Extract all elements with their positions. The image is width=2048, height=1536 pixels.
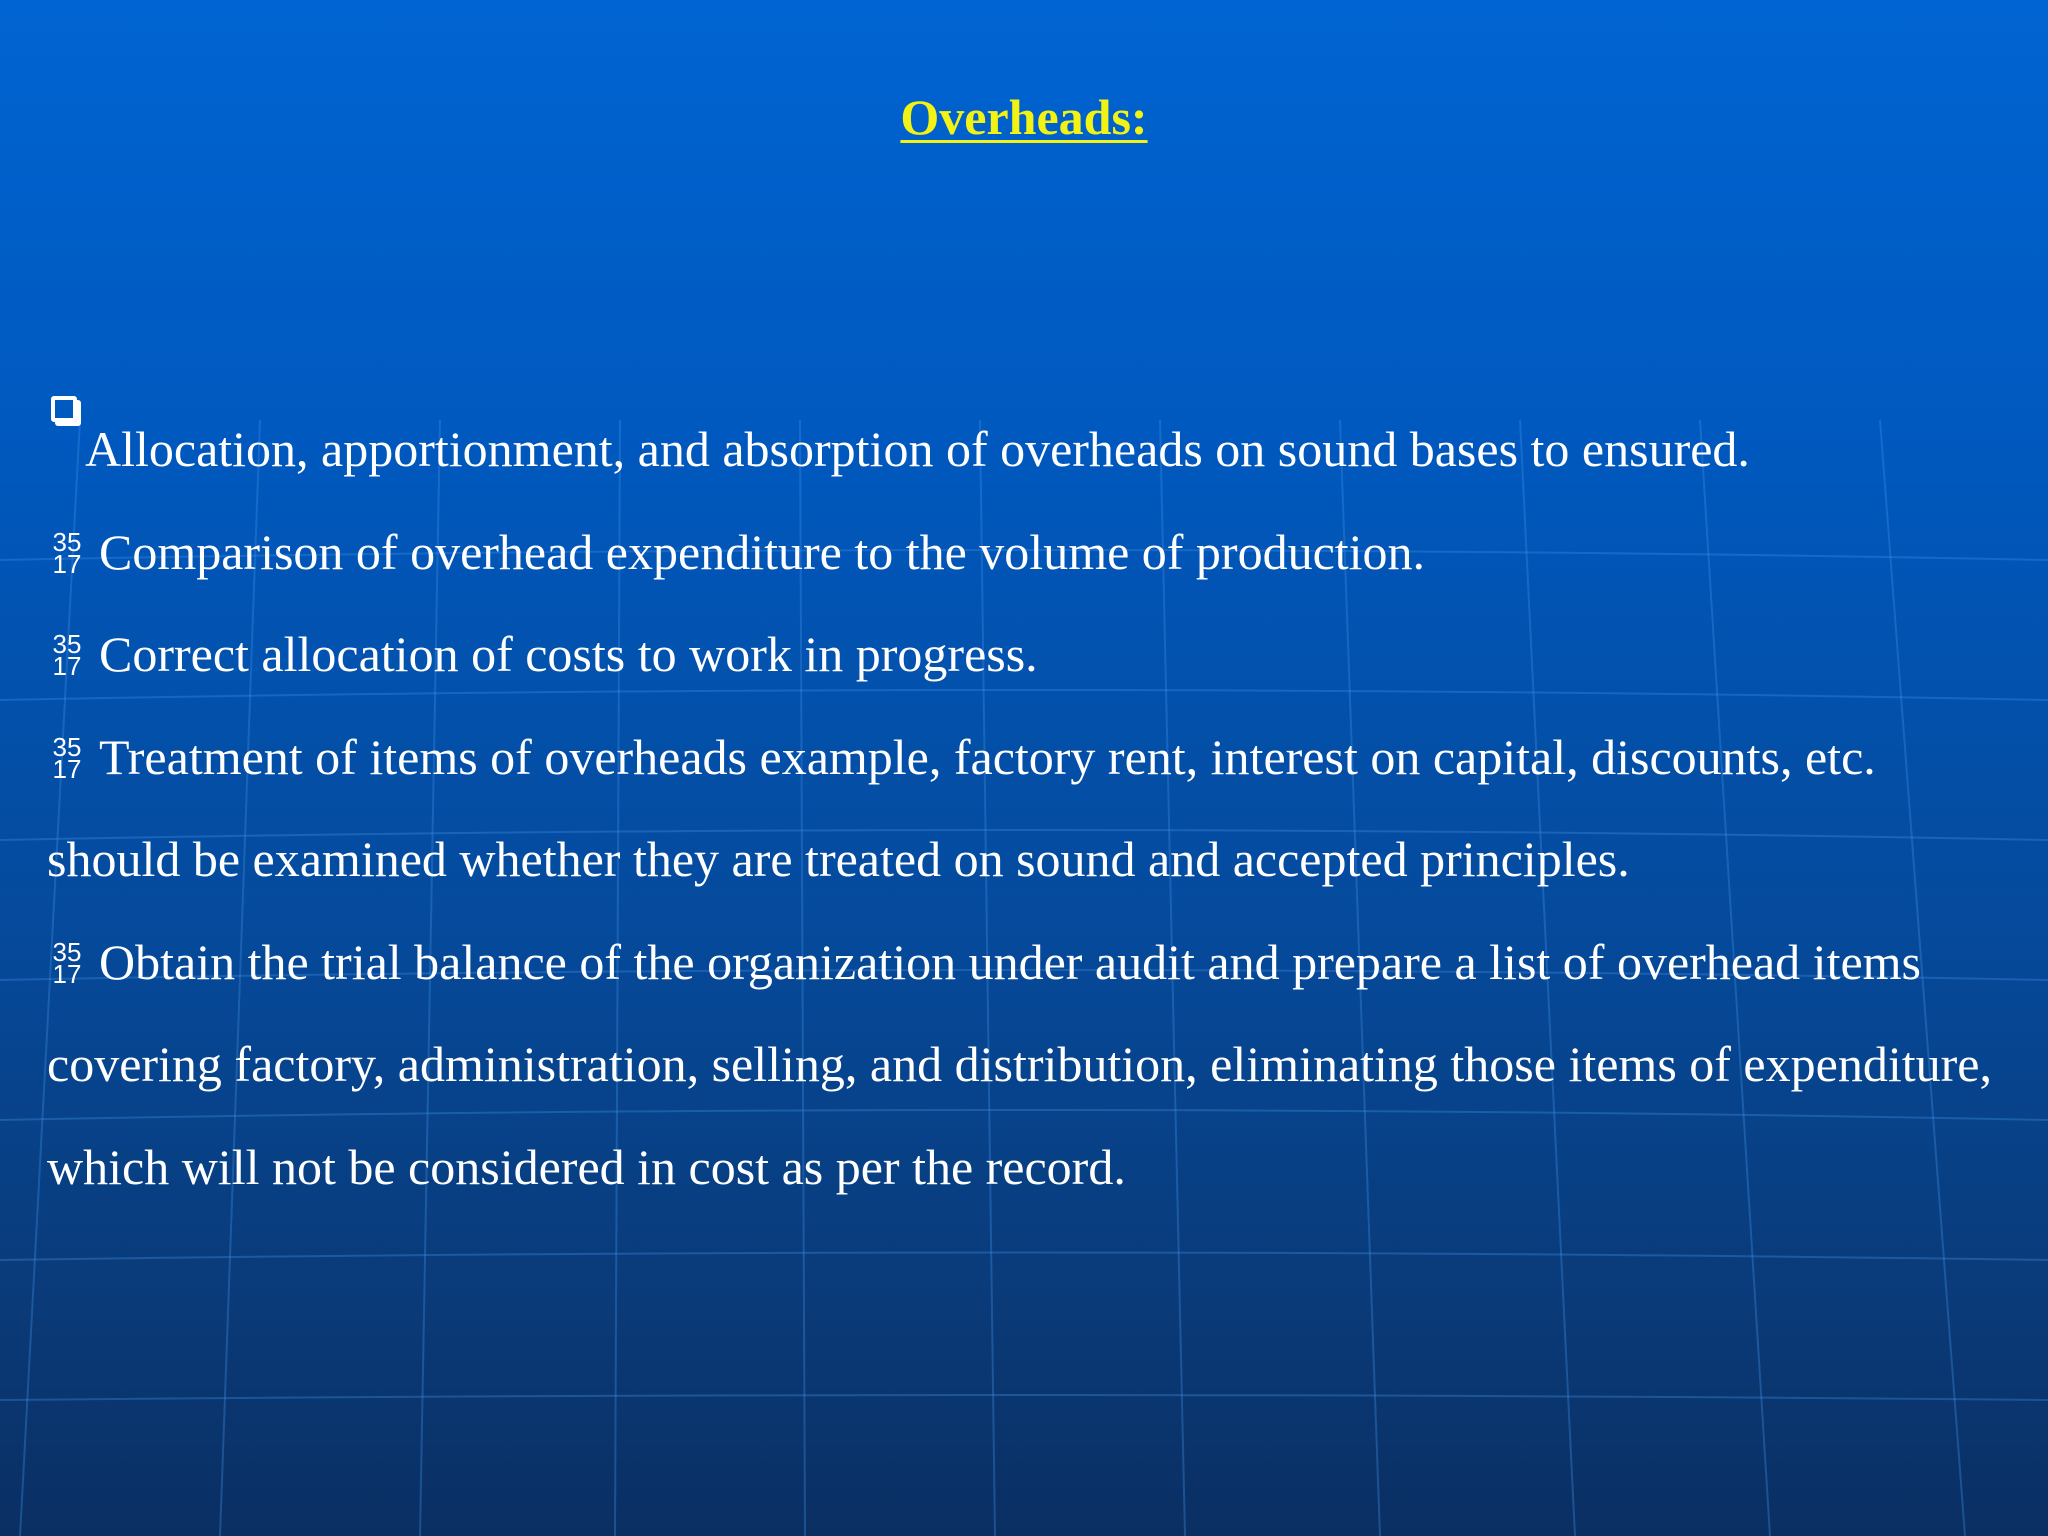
list-item-text: Treatment of items of overheads example, factory rent, interest on capital, discounts, etc. should be examined whether they are treated on sound and accepted principles. bbox=[47, 728, 1876, 887]
fraction-bullet-icon: 35 17 bbox=[52, 629, 82, 681]
list-item-text: Allocation, apportionment, and absorption of overheads on sound bases to ensured. bbox=[85, 421, 1750, 477]
list-item-text: Correct allocation of costs to work in progress. bbox=[99, 626, 1038, 682]
bullet-list bbox=[47, 398, 2007, 1218]
list-item bbox=[47, 911, 2007, 1219]
fraction-bullet-icon: 35 17 bbox=[52, 936, 82, 989]
list-item bbox=[47, 603, 2007, 706]
fraction-bullet-icon: 35 17 bbox=[52, 526, 82, 579]
list-item bbox=[47, 398, 2007, 501]
list-item bbox=[47, 706, 2007, 911]
slide-title: Overheads: bbox=[900, 89, 1148, 145]
list-item bbox=[47, 501, 2007, 604]
fraction-bullet-icon: 35 17 bbox=[52, 731, 82, 784]
list-item-text: Comparison of overhead expenditure to the volume of production. bbox=[99, 523, 1426, 580]
list-item-text: Obtain the trial balance of the organization under audit and prepare a list of overhead items covering factory, administration, selling, and distribution, eliminating those items of expenditure, which will not be considered in cost as per the record. bbox=[47, 933, 1992, 1195]
checkbox-bullet-icon bbox=[47, 426, 85, 466]
